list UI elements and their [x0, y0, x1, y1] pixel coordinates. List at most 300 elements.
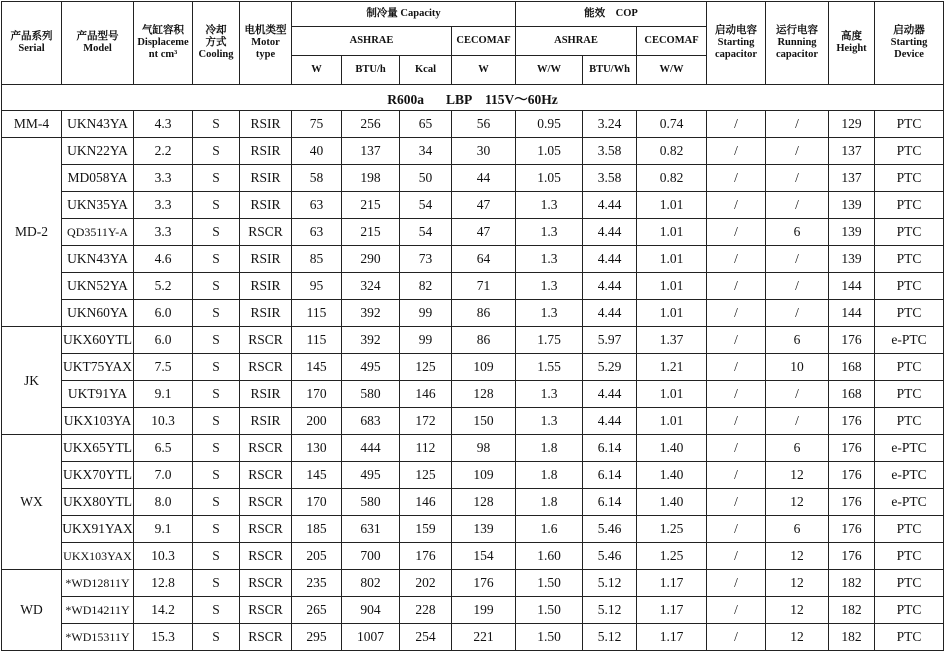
displacement-cell: 4.3: [134, 111, 193, 138]
starting-capacitor-cell: /: [707, 138, 766, 165]
running-capacitor-cell: 10: [766, 354, 829, 381]
spec-table: [1, 1, 944, 651]
height-cell: 176: [829, 462, 875, 489]
starting-device-cell: PTC: [875, 543, 944, 570]
model-cell: *WD12811Y: [62, 570, 134, 597]
header-running-capacitor: 运行电容 Running capacitor: [766, 2, 829, 85]
unit-btuwh: BTU/Wh: [583, 56, 637, 85]
height-cell: 144: [829, 300, 875, 327]
cecomaf-cop-cell: 1.40: [637, 462, 707, 489]
starting-device-cell: PTC: [875, 111, 944, 138]
table-row: [2, 165, 944, 192]
motor-type-cell: RSIR: [240, 246, 292, 273]
height-cell: 176: [829, 489, 875, 516]
height-cell: 168: [829, 381, 875, 408]
motor-type-cell: RSCR: [240, 543, 292, 570]
capacity-w-cell: 95: [292, 273, 342, 300]
displacement-cell: 2.2: [134, 138, 193, 165]
cecomaf-cop-cell: 1.01: [637, 192, 707, 219]
starting-capacitor-cell: /: [707, 111, 766, 138]
cooling-cell: S: [193, 462, 240, 489]
header-starting-capacitor: 启动电容 Starting capacitor: [707, 2, 766, 85]
cop-ww-cell: 1.50: [516, 597, 583, 624]
cecomaf-cop-cell: 0.74: [637, 111, 707, 138]
starting-device-cell: e-PTC: [875, 435, 944, 462]
cooling-cell: S: [193, 192, 240, 219]
running-capacitor-cell: 6: [766, 516, 829, 543]
running-capacitor-cell: /: [766, 408, 829, 435]
capacity-kcal-cell: 146: [400, 489, 452, 516]
header-serial: 产品系列 Serial: [2, 2, 62, 85]
running-capacitor-cell: /: [766, 246, 829, 273]
capacity-btuh-cell: 215: [342, 192, 400, 219]
capacity-btuh-cell: 290: [342, 246, 400, 273]
table-row: [2, 435, 944, 462]
motor-type-cell: RSCR: [240, 462, 292, 489]
serial-cell: JK: [2, 327, 62, 435]
table-row: [2, 543, 944, 570]
model-cell: *WD14211Y: [62, 597, 134, 624]
capacity-w-cell: 75: [292, 111, 342, 138]
capacity-kcal-cell: 125: [400, 462, 452, 489]
cop-ww-cell: 1.3: [516, 381, 583, 408]
cop-ww-cell: 1.3: [516, 408, 583, 435]
starting-device-cell: PTC: [875, 219, 944, 246]
header-cooling: 冷却 方式 Cooling: [193, 2, 240, 85]
model-cell: UKT91YA: [62, 381, 134, 408]
model-cell: QD3511Y-A: [62, 219, 134, 246]
capacity-btuh-cell: 324: [342, 273, 400, 300]
capacity-btuh-cell: 215: [342, 219, 400, 246]
motor-type-cell: RSIR: [240, 300, 292, 327]
height-cell: 176: [829, 543, 875, 570]
cop-ww-cell: 1.75: [516, 327, 583, 354]
capacity-kcal-cell: 65: [400, 111, 452, 138]
cecomaf-w-cell: 176: [452, 570, 516, 597]
capacity-btuh-cell: 580: [342, 489, 400, 516]
height-cell: 139: [829, 219, 875, 246]
displacement-cell: 3.3: [134, 165, 193, 192]
cooling-cell: S: [193, 516, 240, 543]
capacity-kcal-cell: 54: [400, 192, 452, 219]
capacity-w-cell: 58: [292, 165, 342, 192]
capacity-kcal-cell: 99: [400, 327, 452, 354]
capacity-btuh-cell: 444: [342, 435, 400, 462]
cop-ww-cell: 1.3: [516, 246, 583, 273]
cecomaf-cop-cell: 1.01: [637, 408, 707, 435]
starting-device-cell: PTC: [875, 516, 944, 543]
model-cell: UKT75YAX: [62, 354, 134, 381]
cecomaf-cop-cell: 1.21: [637, 354, 707, 381]
height-cell: 129: [829, 111, 875, 138]
starting-capacitor-cell: /: [707, 327, 766, 354]
displacement-cell: 6.0: [134, 300, 193, 327]
cooling-cell: S: [193, 570, 240, 597]
displacement-cell: 10.3: [134, 408, 193, 435]
capacity-btuh-cell: 802: [342, 570, 400, 597]
capacity-w-cell: 145: [292, 462, 342, 489]
unit-cecomaf-ww: W/W: [637, 56, 707, 85]
serial-cell: WX: [2, 435, 62, 570]
cecomaf-cop-cell: 1.01: [637, 273, 707, 300]
section-header: [2, 85, 944, 111]
capacity-w-cell: 185: [292, 516, 342, 543]
capacity-btuh-cell: 495: [342, 354, 400, 381]
serial-cell: WD: [2, 570, 62, 651]
cop-btuwh-cell: 4.44: [583, 408, 637, 435]
table-row: [2, 246, 944, 273]
table-row: [2, 570, 944, 597]
cop-btuwh-cell: 6.14: [583, 462, 637, 489]
capacity-kcal-cell: 73: [400, 246, 452, 273]
cecomaf-w-cell: 64: [452, 246, 516, 273]
height-cell: 182: [829, 570, 875, 597]
starting-capacitor-cell: /: [707, 570, 766, 597]
motor-type-cell: RSCR: [240, 516, 292, 543]
header-cop-cecomaf: CECOMAF: [637, 27, 707, 56]
capacity-kcal-cell: 146: [400, 381, 452, 408]
capacity-w-cell: 130: [292, 435, 342, 462]
cop-btuwh-cell: 5.46: [583, 543, 637, 570]
refrigerant-label: R600a: [387, 91, 424, 107]
table-row: [2, 624, 944, 651]
cecomaf-w-cell: 98: [452, 435, 516, 462]
capacity-kcal-cell: 34: [400, 138, 452, 165]
capacity-btuh-cell: 580: [342, 381, 400, 408]
cecomaf-cop-cell: 1.25: [637, 543, 707, 570]
cecomaf-w-cell: 128: [452, 489, 516, 516]
height-cell: 182: [829, 624, 875, 651]
starting-capacitor-cell: /: [707, 300, 766, 327]
starting-device-cell: PTC: [875, 192, 944, 219]
capacity-w-cell: 115: [292, 300, 342, 327]
capacity-kcal-cell: 176: [400, 543, 452, 570]
capacity-w-cell: 235: [292, 570, 342, 597]
motor-type-cell: RSCR: [240, 489, 292, 516]
capacity-btuh-cell: 904: [342, 597, 400, 624]
motor-type-cell: RSCR: [240, 624, 292, 651]
capacity-btuh-cell: 631: [342, 516, 400, 543]
displacement-cell: 6.0: [134, 327, 193, 354]
cecomaf-cop-cell: 1.01: [637, 246, 707, 273]
cop-btuwh-cell: 3.24: [583, 111, 637, 138]
capacity-kcal-cell: 159: [400, 516, 452, 543]
table-row: [2, 327, 944, 354]
capacity-w-cell: 205: [292, 543, 342, 570]
model-cell: *WD15311Y: [62, 624, 134, 651]
cooling-cell: S: [193, 624, 240, 651]
cooling-cell: S: [193, 273, 240, 300]
cop-ww-cell: 1.05: [516, 138, 583, 165]
cooling-cell: S: [193, 354, 240, 381]
starting-device-cell: PTC: [875, 246, 944, 273]
table-row: [2, 300, 944, 327]
cecomaf-cop-cell: 1.17: [637, 624, 707, 651]
cop-ww-cell: 1.50: [516, 570, 583, 597]
cop-btuwh-cell: 5.46: [583, 516, 637, 543]
starting-device-cell: PTC: [875, 408, 944, 435]
cop-btuwh-cell: 3.58: [583, 165, 637, 192]
motor-type-cell: RSCR: [240, 354, 292, 381]
cop-ww-cell: 1.3: [516, 273, 583, 300]
running-capacitor-cell: /: [766, 192, 829, 219]
capacity-w-cell: 170: [292, 489, 342, 516]
cop-btuwh-cell: 5.12: [583, 570, 637, 597]
cop-btuwh-cell: 4.44: [583, 192, 637, 219]
table-row: [2, 462, 944, 489]
motor-type-cell: RSIR: [240, 381, 292, 408]
capacity-btuh-cell: 392: [342, 300, 400, 327]
starting-device-cell: PTC: [875, 165, 944, 192]
cop-btuwh-cell: 4.44: [583, 273, 637, 300]
header-displacement: 气缸容积 Displaceme nt cm³: [134, 2, 193, 85]
capacity-btuh-cell: 256: [342, 111, 400, 138]
cop-ww-cell: 1.8: [516, 462, 583, 489]
table-row: [2, 489, 944, 516]
cop-btuwh-cell: 5.97: [583, 327, 637, 354]
table-row: [2, 597, 944, 624]
cecomaf-w-cell: 109: [452, 462, 516, 489]
table-row: [2, 408, 944, 435]
model-cell: UKN52YA: [62, 273, 134, 300]
motor-type-cell: RSIR: [240, 165, 292, 192]
starting-device-cell: PTC: [875, 570, 944, 597]
displacement-cell: 5.2: [134, 273, 193, 300]
displacement-cell: 10.3: [134, 543, 193, 570]
cooling-cell: S: [193, 597, 240, 624]
cop-ww-cell: 1.50: [516, 624, 583, 651]
cop-ww-cell: 1.3: [516, 219, 583, 246]
cop-ww-cell: 1.3: [516, 192, 583, 219]
cecomaf-w-cell: 47: [452, 219, 516, 246]
displacement-cell: 14.2: [134, 597, 193, 624]
cop-btuwh-cell: 4.44: [583, 219, 637, 246]
capacity-w-cell: 145: [292, 354, 342, 381]
starting-capacitor-cell: /: [707, 597, 766, 624]
height-cell: 176: [829, 408, 875, 435]
cop-btuwh-cell: 5.29: [583, 354, 637, 381]
model-cell: UKX65YTL: [62, 435, 134, 462]
capacity-w-cell: 115: [292, 327, 342, 354]
running-capacitor-cell: 6: [766, 219, 829, 246]
capacity-w-cell: 85: [292, 246, 342, 273]
starting-device-cell: PTC: [875, 381, 944, 408]
motor-type-cell: RSIR: [240, 192, 292, 219]
capacity-btuh-cell: 1007: [342, 624, 400, 651]
running-capacitor-cell: 12: [766, 570, 829, 597]
unit-kcal: Kcal: [400, 56, 452, 85]
cecomaf-cop-cell: 1.25: [637, 516, 707, 543]
displacement-cell: 7.0: [134, 462, 193, 489]
unit-w: W: [292, 56, 342, 85]
motor-type-cell: RSCR: [240, 435, 292, 462]
cooling-cell: S: [193, 138, 240, 165]
starting-capacitor-cell: /: [707, 543, 766, 570]
displacement-cell: 3.3: [134, 219, 193, 246]
height-cell: 182: [829, 597, 875, 624]
height-cell: 176: [829, 435, 875, 462]
capacity-w-cell: 170: [292, 381, 342, 408]
model-cell: UKN43YA: [62, 246, 134, 273]
cop-ww-cell: 1.3: [516, 300, 583, 327]
capacity-btuh-cell: 495: [342, 462, 400, 489]
motor-type-cell: RSIR: [240, 273, 292, 300]
model-cell: UKN22YA: [62, 138, 134, 165]
table-row: [2, 138, 944, 165]
height-cell: 176: [829, 327, 875, 354]
capacity-kcal-cell: 112: [400, 435, 452, 462]
starting-device-cell: e-PTC: [875, 327, 944, 354]
motor-type-cell: RSIR: [240, 111, 292, 138]
displacement-cell: 3.3: [134, 192, 193, 219]
starting-device-cell: PTC: [875, 138, 944, 165]
header-motor-type: 电机类型 Motor type: [240, 2, 292, 85]
capacity-kcal-cell: 50: [400, 165, 452, 192]
capacity-kcal-cell: 54: [400, 219, 452, 246]
capacity-kcal-cell: 228: [400, 597, 452, 624]
capacity-btuh-cell: 683: [342, 408, 400, 435]
cecomaf-w-cell: 199: [452, 597, 516, 624]
displacement-cell: 8.0: [134, 489, 193, 516]
height-cell: 176: [829, 516, 875, 543]
running-capacitor-cell: 12: [766, 624, 829, 651]
capacity-btuh-cell: 700: [342, 543, 400, 570]
motor-type-cell: RSIR: [240, 408, 292, 435]
cecomaf-cop-cell: 1.01: [637, 300, 707, 327]
capacity-w-cell: 63: [292, 219, 342, 246]
cecomaf-w-cell: 109: [452, 354, 516, 381]
cecomaf-w-cell: 30: [452, 138, 516, 165]
header-model: 产品型号 Model: [62, 2, 134, 85]
cecomaf-w-cell: 139: [452, 516, 516, 543]
starting-capacitor-cell: /: [707, 381, 766, 408]
model-cell: UKN43YA: [62, 111, 134, 138]
cecomaf-w-cell: 71: [452, 273, 516, 300]
running-capacitor-cell: /: [766, 273, 829, 300]
cooling-cell: S: [193, 489, 240, 516]
cop-btuwh-cell: 4.44: [583, 246, 637, 273]
table-row: [2, 219, 944, 246]
starting-device-cell: PTC: [875, 300, 944, 327]
cooling-cell: S: [193, 165, 240, 192]
cooling-cell: S: [193, 246, 240, 273]
displacement-cell: 4.6: [134, 246, 193, 273]
cecomaf-cop-cell: 1.40: [637, 489, 707, 516]
motor-type-cell: RSIR: [240, 138, 292, 165]
model-cell: UKN60YA: [62, 300, 134, 327]
header-cop: 能效 COP: [516, 2, 707, 27]
table-row: [2, 273, 944, 300]
height-cell: 139: [829, 246, 875, 273]
cecomaf-cop-cell: 1.40: [637, 435, 707, 462]
starting-capacitor-cell: /: [707, 246, 766, 273]
capacity-w-cell: 265: [292, 597, 342, 624]
starting-device-cell: PTC: [875, 597, 944, 624]
cop-ww-cell: 1.8: [516, 489, 583, 516]
table-row: [2, 354, 944, 381]
cecomaf-cop-cell: 1.17: [637, 597, 707, 624]
header-height: 高度 Height: [829, 2, 875, 85]
height-cell: 137: [829, 138, 875, 165]
capacity-w-cell: 295: [292, 624, 342, 651]
model-cell: UKX60YTL: [62, 327, 134, 354]
capacity-w-cell: 40: [292, 138, 342, 165]
section-header-row: [2, 85, 944, 111]
unit-btuh: BTU/h: [342, 56, 400, 85]
starting-capacitor-cell: /: [707, 219, 766, 246]
unit-cecomaf-w: W: [452, 56, 516, 85]
capacity-btuh-cell: 137: [342, 138, 400, 165]
table-row: [2, 192, 944, 219]
serial-cell: MD-2: [2, 138, 62, 327]
running-capacitor-cell: 12: [766, 597, 829, 624]
running-capacitor-cell: 12: [766, 462, 829, 489]
height-cell: 137: [829, 165, 875, 192]
cop-ww-cell: 1.60: [516, 543, 583, 570]
cop-btuwh-cell: 6.14: [583, 489, 637, 516]
cecomaf-cop-cell: 0.82: [637, 165, 707, 192]
cop-ww-cell: 1.55: [516, 354, 583, 381]
cecomaf-w-cell: 150: [452, 408, 516, 435]
model-cell: UKX91YAX: [62, 516, 134, 543]
cop-btuwh-cell: 3.58: [583, 138, 637, 165]
cop-ww-cell: 0.95: [516, 111, 583, 138]
capacity-kcal-cell: 202: [400, 570, 452, 597]
cecomaf-w-cell: 44: [452, 165, 516, 192]
running-capacitor-cell: 6: [766, 327, 829, 354]
cop-btuwh-cell: 5.12: [583, 624, 637, 651]
running-capacitor-cell: 12: [766, 489, 829, 516]
header-capacity-ashrae: ASHRAE: [292, 27, 452, 56]
cop-ww-cell: 1.05: [516, 165, 583, 192]
starting-capacitor-cell: /: [707, 408, 766, 435]
header-capacity-cecomaf: CECOMAF: [452, 27, 516, 56]
displacement-cell: 12.8: [134, 570, 193, 597]
voltage-label: LBP 115V～60Hz: [446, 91, 558, 107]
cecomaf-w-cell: 86: [452, 300, 516, 327]
cecomaf-w-cell: 86: [452, 327, 516, 354]
table-row: [2, 381, 944, 408]
cop-btuwh-cell: 5.12: [583, 597, 637, 624]
cecomaf-w-cell: 154: [452, 543, 516, 570]
capacity-btuh-cell: 392: [342, 327, 400, 354]
starting-device-cell: PTC: [875, 273, 944, 300]
running-capacitor-cell: 12: [766, 543, 829, 570]
unit-ww: W/W: [516, 56, 583, 85]
starting-capacitor-cell: /: [707, 354, 766, 381]
cecomaf-w-cell: 128: [452, 381, 516, 408]
model-cell: UKX70YTL: [62, 462, 134, 489]
capacity-w-cell: 200: [292, 408, 342, 435]
cecomaf-cop-cell: 1.17: [637, 570, 707, 597]
model-cell: UKX80YTL: [62, 489, 134, 516]
starting-capacitor-cell: /: [707, 273, 766, 300]
starting-capacitor-cell: /: [707, 624, 766, 651]
starting-capacitor-cell: /: [707, 516, 766, 543]
starting-capacitor-cell: /: [707, 435, 766, 462]
running-capacitor-cell: /: [766, 381, 829, 408]
displacement-cell: 15.3: [134, 624, 193, 651]
motor-type-cell: RSCR: [240, 327, 292, 354]
cooling-cell: S: [193, 219, 240, 246]
running-capacitor-cell: /: [766, 300, 829, 327]
cop-btuwh-cell: 4.44: [583, 381, 637, 408]
table-body: [2, 85, 944, 651]
header-starting-device: 启动器 Starting Device: [875, 2, 944, 85]
cop-ww-cell: 1.6: [516, 516, 583, 543]
cooling-cell: S: [193, 111, 240, 138]
displacement-cell: 9.1: [134, 381, 193, 408]
